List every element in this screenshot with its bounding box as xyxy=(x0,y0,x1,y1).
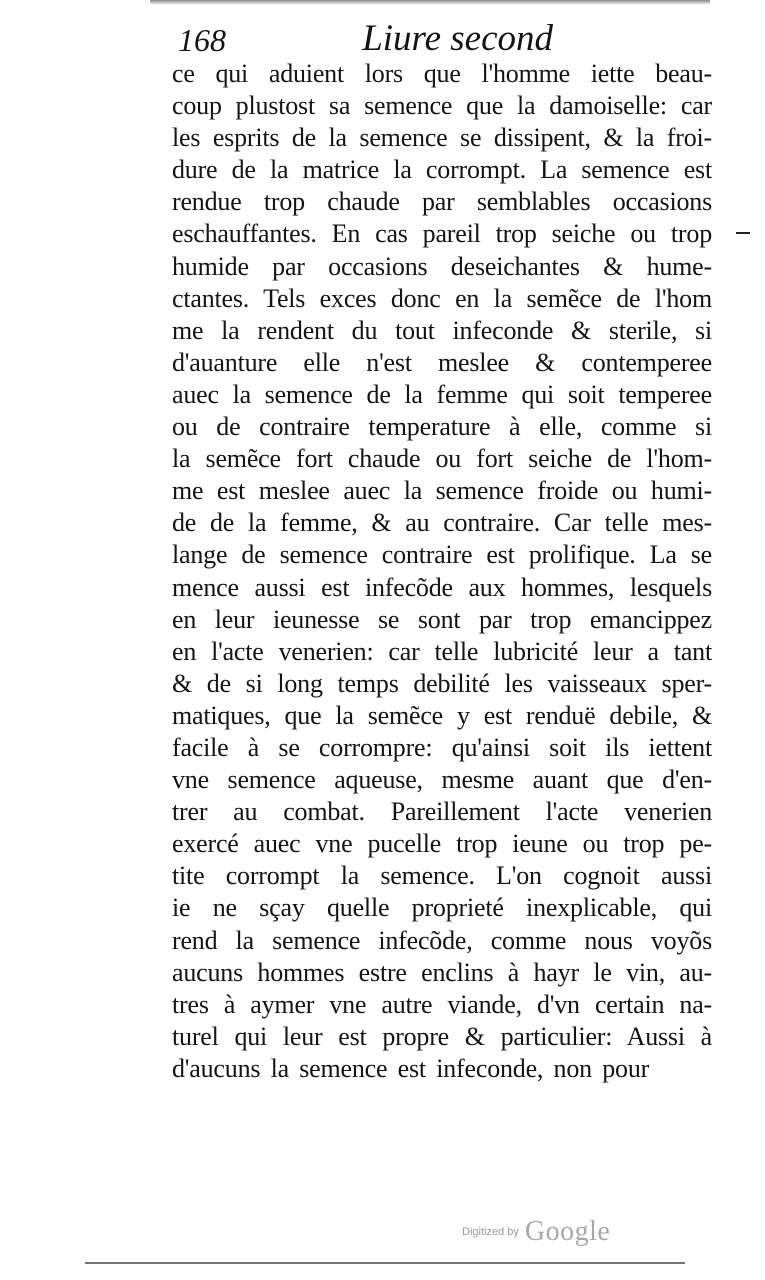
text-line: lange de semence contraire est prolifique. La se xyxy=(172,540,712,570)
text-line: me la rendent du tout infeconde & sterile, si xyxy=(172,315,712,345)
text-line: tres à aymer vne autre viande, d'vn certain na- xyxy=(172,989,712,1019)
text-line: les esprits de la semence se dissipent, & la froi- xyxy=(172,123,712,153)
text-line: ie ne sçay quelle proprieté inexplicable, qui xyxy=(172,893,712,923)
text-line: turel qui leur est propre & particulier: Aussi à xyxy=(172,1021,712,1051)
body-text xyxy=(172,58,712,1085)
text-line: trer au combat. Pareillement l'acte venerien xyxy=(172,797,712,827)
running-head: Liure second xyxy=(362,18,553,59)
text-line: aucuns hommes estre enclins à hayr le vin, au- xyxy=(172,957,712,987)
text-line: tite corrompt la semence. L'on cognoit aussi xyxy=(172,861,712,891)
text-line: la semẽce fort chaude ou fort seiche de l'hom- xyxy=(172,444,712,474)
google-logo: Google xyxy=(524,1216,611,1247)
scan-edge-bottom xyxy=(85,1262,685,1264)
text-line: rend la semence infecõde, comme nous voyõs xyxy=(172,925,712,955)
text-line: d'aucuns la semence est infeconde, non pour xyxy=(172,1053,650,1083)
digitization-watermark xyxy=(462,1212,610,1252)
text-line: exercé auec vne pucelle trop ieune ou trop pe- xyxy=(172,829,712,859)
text-line: coup plustost sa semence que la damoiselle: car xyxy=(172,91,712,121)
text-line: eschauffantes. En cas pareil trop seiche ou trop xyxy=(172,219,712,249)
digitized-by-label: Digitized by xyxy=(462,1226,519,1238)
text-line: ce qui aduient lors que l'homme iette beau- xyxy=(172,59,712,88)
text-line: mence aussi est infecõde aux hommes, lesquels xyxy=(172,572,712,602)
text-line: humide par occasions deseichantes & hume- xyxy=(172,251,712,281)
page-number: 168 xyxy=(178,22,226,58)
text-line: de de la femme, & au contraire. Car telle mes- xyxy=(172,508,712,538)
text-line: ctantes. Tels exces donc en la semẽce de l'hom xyxy=(172,283,712,313)
text-line: ou de contraire temperature à elle, comme si xyxy=(172,412,712,442)
text-line: facile à se corrompre: qu'ainsi soit ils iettent xyxy=(172,732,712,762)
text-line: me est meslee auec la semence froide ou humi- xyxy=(172,476,712,506)
text-line: matiques, que la semẽce y est renduë debile, & xyxy=(172,700,712,730)
text-line: vne semence aqueuse, mesme auant que d'en- xyxy=(172,765,712,795)
scan-shadow-top xyxy=(150,0,710,5)
text-line: en l'acte venerien: car telle lubricité leur a tant xyxy=(172,636,712,666)
text-line: rendue trop chaude par semblables occasions xyxy=(172,187,712,217)
text-line: d'auanture elle n'est meslee & contemperee xyxy=(172,347,712,377)
page-header xyxy=(178,14,553,62)
text-line: en leur ieunesse se sont par trop emancippez xyxy=(172,604,712,634)
text-line: auec la semence de la femme qui soit temperee xyxy=(172,379,712,409)
scan-speck xyxy=(736,232,750,234)
text-line: & de si long temps debilité les vaisseaux sper- xyxy=(172,668,712,698)
text-line: dure de la matrice la corrompt. La semence est xyxy=(172,155,712,185)
